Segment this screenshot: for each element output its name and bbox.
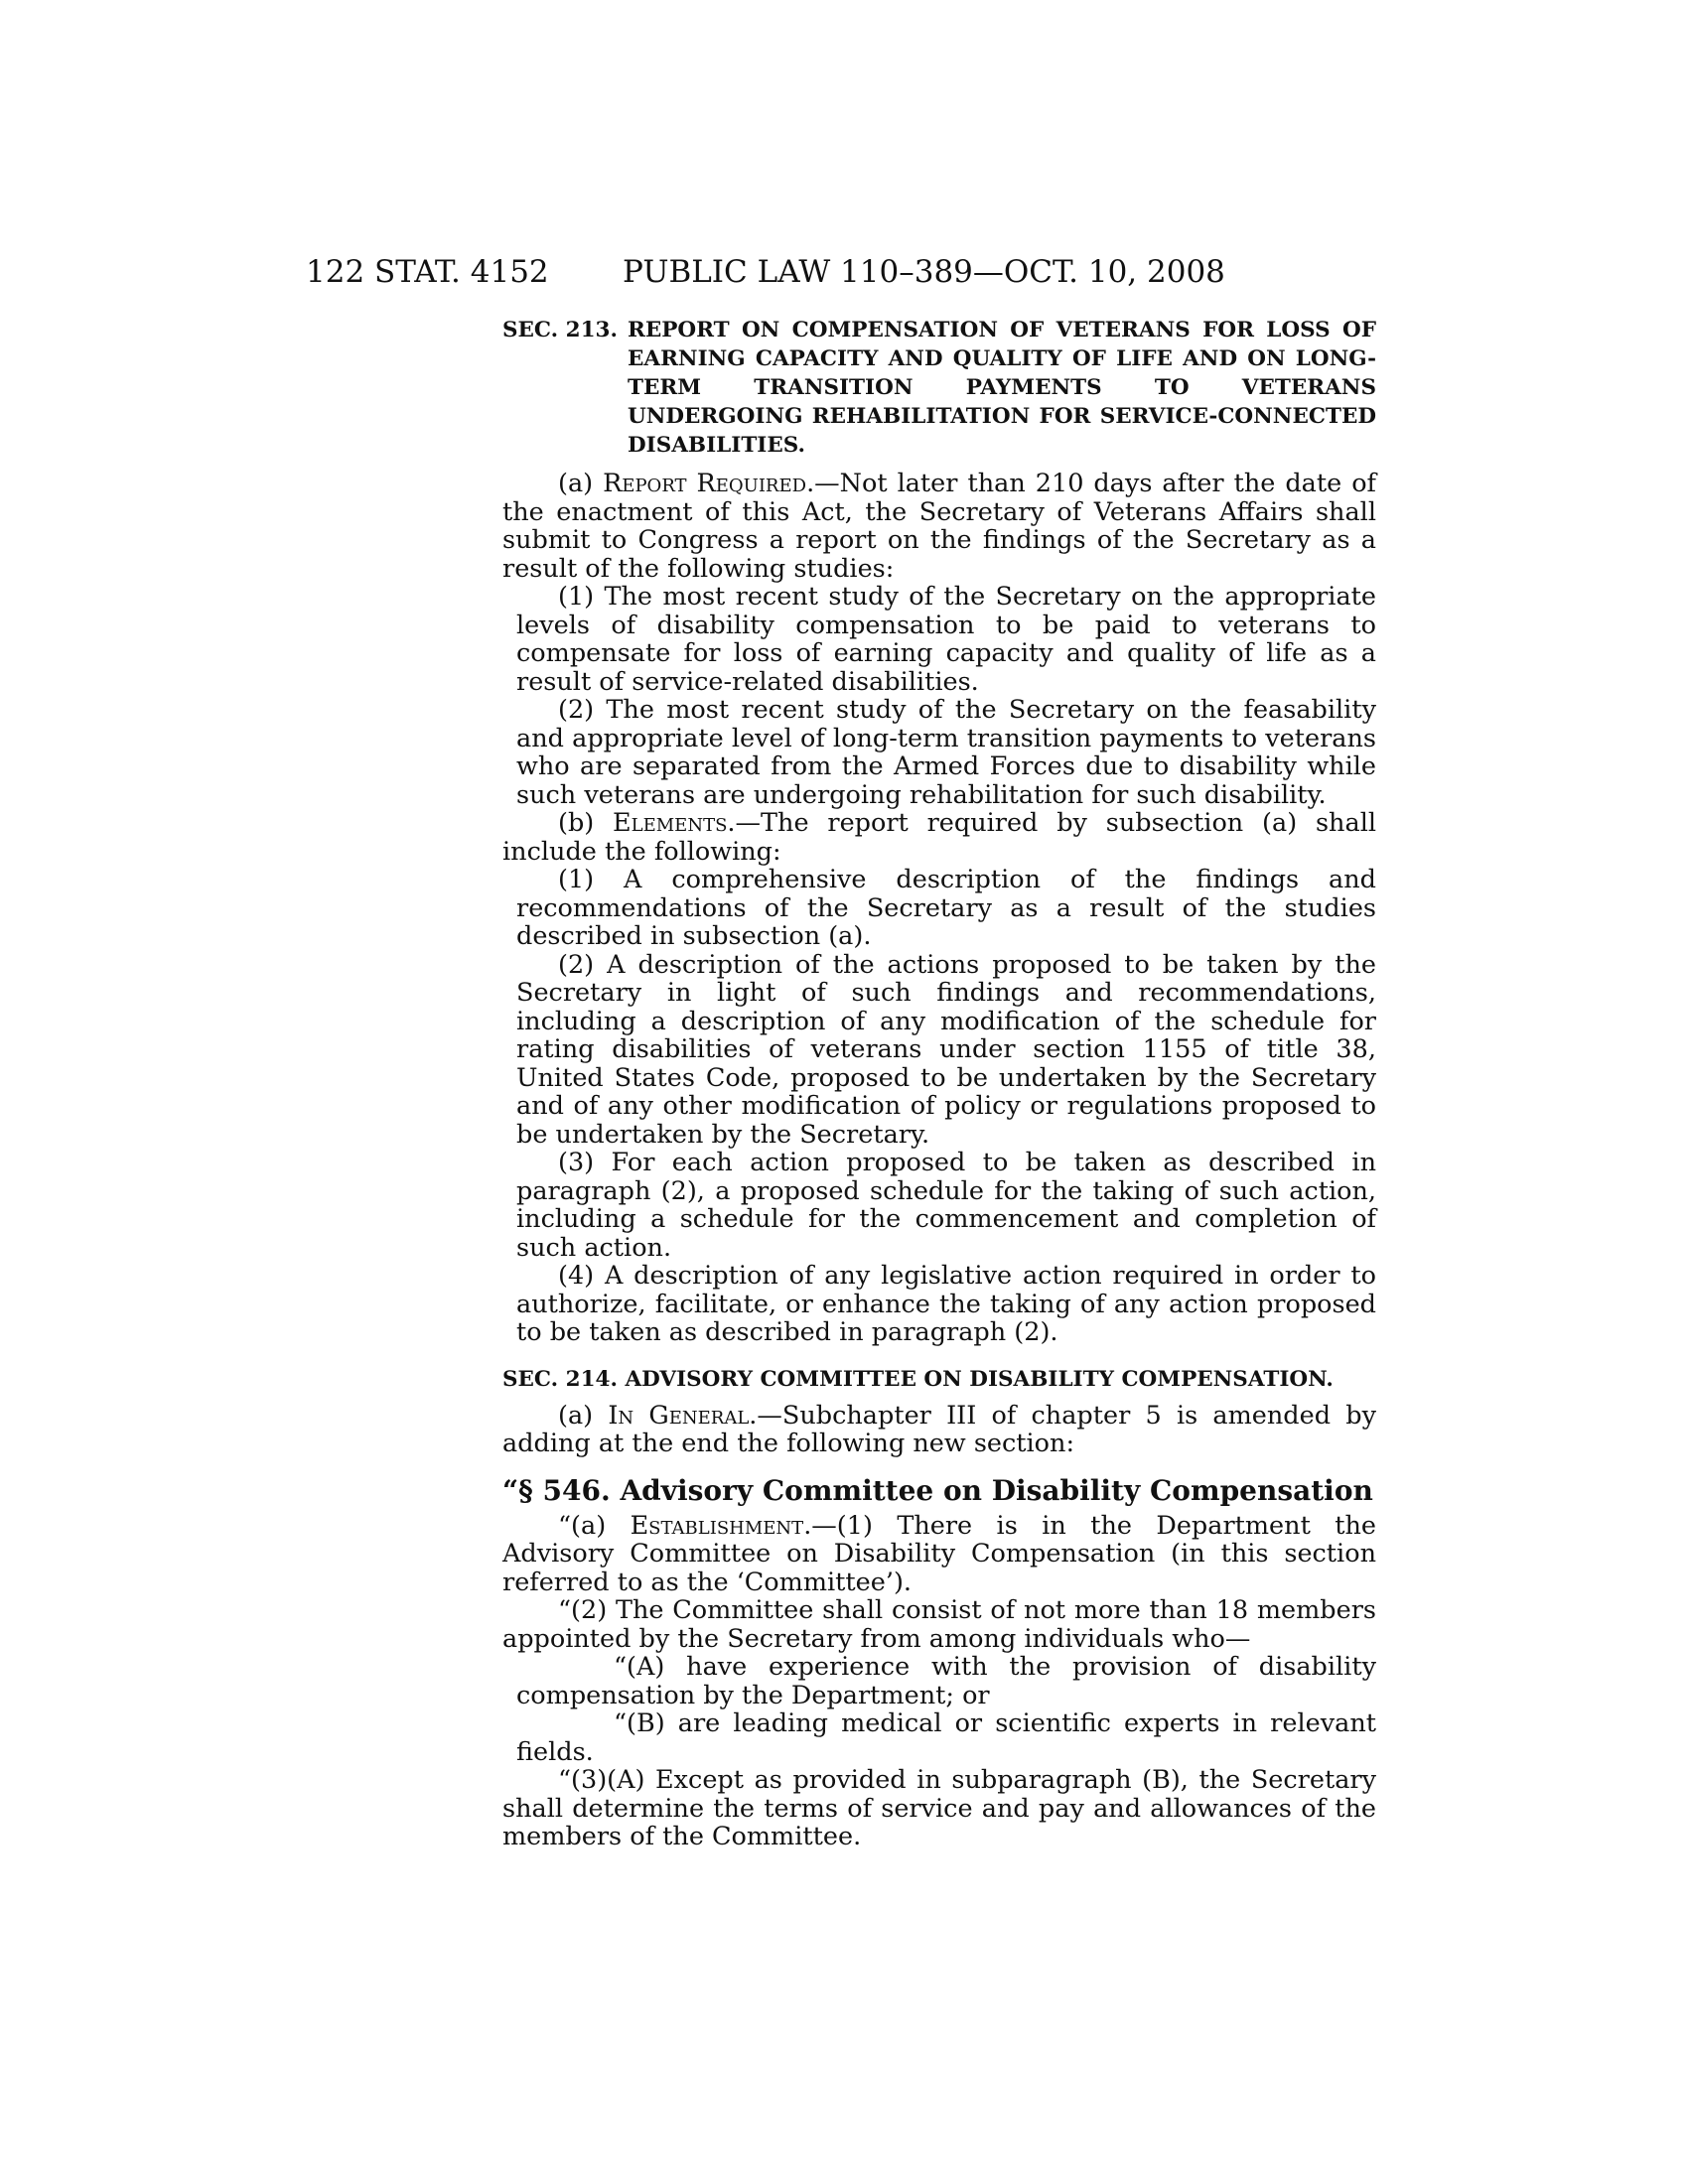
section-213-paragraph-a2: (2) The most recent study of the Secretary on the feasability and appropriate level of long-term transition payments to veterans who are separated from the Armed Forces due to disability while such veterans are undergoing rehabilitation for such disability.: [516, 695, 1376, 810]
section-213-title: REPORT ON COMPENSATION OF VETERANS FOR LOSS OF EARNING CAPACITY AND QUALITY OF LIFE AND ON LONG-TERM TRANSITION PAYMENTS TO VETERANS UNDERGOING REHABILITATION FOR SERVICE-CONNECTED DISABILITIES.: [628, 318, 1376, 458]
subsection-b-heading: Elements: [613, 808, 728, 838]
section-214-a-label: (a): [558, 1400, 609, 1431]
section-213-paragraph-b1: (1) A comprehensive description of the findings and recommendations of the Secretary as a result of the studies described in subsection (a).: [516, 865, 1376, 951]
section-546-paragraph-3: “(3)(A) Except as provided in subparagraph (B), the Secretary shall determine the terms of service and pay and allowances of the members of the Committee.: [502, 1765, 1376, 1851]
section-214-a-heading: In General: [608, 1400, 750, 1431]
section-546-subparagraph-A: “(A) have experience with the provision of disability compensation by the Department; or: [516, 1652, 1376, 1710]
section-214-heading: SEC. 214. ADVISORY COMMITTEE ON DISABILITY COMPENSATION.: [502, 1366, 1334, 1392]
subsection-a-label: (a): [558, 469, 604, 498]
section-213-subsection-a: [502, 470, 1376, 583]
section-214-a-text: .—Subchapter III of chapter 5 is amended by adding at the end the following new section:: [502, 1400, 1376, 1458]
section-546-a-label: “(a): [558, 1510, 631, 1541]
statute-citation: 122 STAT. 4152: [306, 254, 549, 290]
new-section-546-title: “§ 546. Advisory Committee on Disability Compensation: [502, 1473, 1373, 1507]
section-214-subsection-a: [502, 1402, 1376, 1458]
document-body: [502, 316, 1376, 1851]
subsection-b-label: (b): [558, 808, 614, 838]
section-213-paragraph-a1: (1) The most recent study of the Secretary on the appropriate levels of disability compensation to be paid to veterans to compensate for loss of earning capacity and quality of life as a result of service-related disabilities.: [516, 582, 1376, 697]
section-546-subsection-a: [502, 1512, 1376, 1597]
section-546-subparagraph-B: “(B) are leading medical or scientific experts in relevant fields.: [516, 1708, 1376, 1767]
subsection-b-text: .—The report required by subsection (a) shall include the following:: [502, 808, 1376, 867]
section-213-subsection-b: [502, 809, 1376, 866]
section-213-paragraph-b3: (3) For each action proposed to be taken as described in paragraph (2), a proposed schedule for the taking of such action, including a schedule for the commencement and completion of such action.: [516, 1148, 1376, 1263]
page-header: [306, 250, 1418, 294]
subsection-a-heading: Report Required: [603, 469, 807, 498]
section-213-paragraph-b2: (2) A description of the actions proposed to be taken by the Secretary in light of such findings and recommendations, including a description of any modification of the schedule for rating disabilities of veterans under section 1155 of title 38, United States Code, proposed to be undertaken by the Secretary and of any other modification of policy or regulations proposed to be undertaken by the Secretary.: [516, 949, 1376, 1150]
section-213-paragraph-b4: (4) A description of any legislative action required in order to authorize, facilitate, or enhance the taking of any action proposed to be taken as described in paragraph (2).: [516, 1261, 1376, 1347]
section-213-heading: [502, 316, 1376, 460]
section-546-paragraph-2: “(2) The Committee shall consist of not more than 18 members appointed by the Secretary from among individuals who—: [502, 1595, 1376, 1654]
section-546-a-heading: Establishment: [630, 1510, 804, 1541]
public-law-title: PUBLIC LAW 110–389—OCT. 10, 2008: [623, 254, 1225, 290]
section-213-number: SEC. 213.: [502, 318, 618, 342]
subsection-a-text: .—Not later than 210 days after the date of the enactment of this Act, the Secretary of Veterans Affairs shall submit to Congress a report on the findings of the Secretary as a result of the following studies:: [502, 469, 1376, 584]
section-546-a-text: .—(1) There is in the Department the Advisory Committee on Disability Compensation (in this section referred to as the ‘Committee’).: [502, 1510, 1376, 1597]
